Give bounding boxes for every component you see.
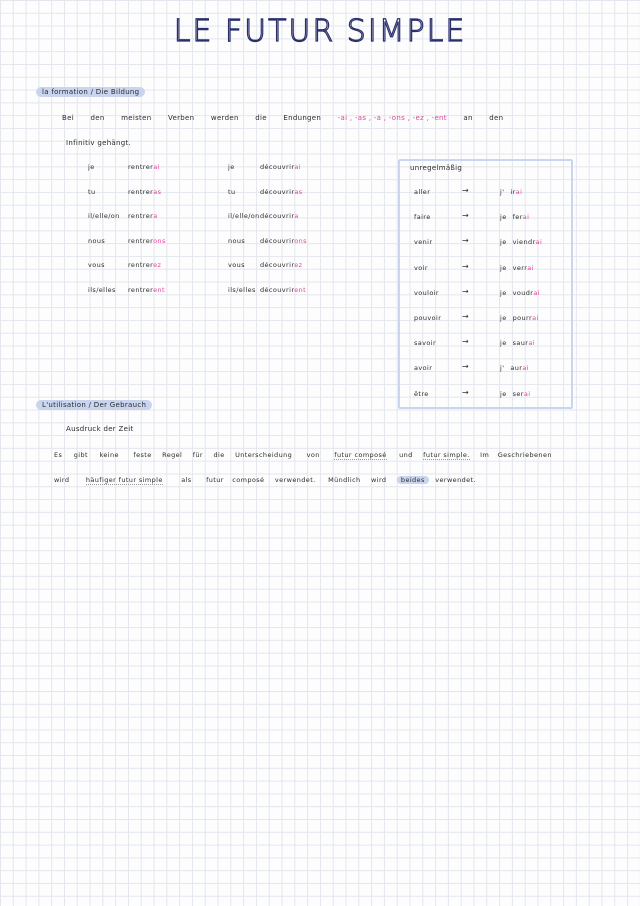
decouvrir-pronoun: nous — [228, 236, 246, 245]
beides-highlight: beides — [397, 476, 429, 484]
decouvrir-pronoun: tu — [228, 187, 236, 196]
verb-ending: as — [153, 187, 162, 196]
irregular-ending: ai — [528, 339, 535, 348]
verb-stem: rentrer — [128, 187, 154, 196]
arrow-icon: → — [462, 312, 469, 321]
irregular-stem: voudr — [512, 288, 534, 297]
irregular-future — [500, 188, 522, 196]
irregular-heading: unregelmäßig — [410, 164, 463, 172]
verb-stem: découvrir — [260, 187, 295, 196]
irregular-pronoun: j' — [500, 364, 505, 373]
section-heading-utilisation: L'utilisation / Der Gebrauch — [36, 401, 152, 409]
irregular-future — [500, 238, 542, 246]
verb-ending: ai — [294, 163, 301, 171]
decouvrir-pronoun: il/elle/on — [228, 212, 260, 220]
decouvrir-verb — [260, 212, 299, 220]
irregular-ending: ai — [515, 188, 523, 196]
rentrer-verb — [128, 212, 158, 220]
irregular-infinitive: aller — [414, 188, 431, 196]
rentrer-verb — [128, 163, 160, 171]
irregular-ending: ai — [523, 389, 531, 398]
arrow-icon: → — [462, 186, 469, 195]
arrow-icon: → — [462, 211, 469, 221]
irregular-infinitive: être — [414, 389, 429, 398]
verb-ending: ent — [294, 285, 307, 294]
irregular-pronoun: je — [500, 263, 507, 272]
verb-ending: ons — [153, 236, 166, 245]
irregular-future — [500, 390, 530, 398]
decouvrir-verb — [260, 163, 301, 171]
page-title: LE FUTUR SIMPLE — [173, 14, 467, 49]
irregular-ending: ai — [533, 288, 540, 297]
verb-stem: découvrir — [260, 261, 295, 269]
irregular-pronoun: je — [500, 314, 507, 322]
section2-subheading: Ausdruck der Zeit — [66, 425, 134, 433]
irregular-ending: ai — [532, 314, 539, 322]
irregular-stem: verr — [512, 263, 528, 272]
rentrer-pronoun: tu — [88, 187, 96, 196]
arrow-icon: → — [462, 261, 469, 271]
decouvrir-pronoun: vous — [228, 261, 245, 269]
irregular-future — [500, 364, 529, 372]
irregular-pronoun: je — [500, 389, 507, 398]
section-heading-formation: la formation / Die Bildung — [36, 88, 145, 96]
irregular-infinitive: venir — [414, 238, 433, 247]
rentrer-verb — [128, 237, 166, 245]
verb-stem: rentrer — [128, 236, 154, 245]
verb-stem: découvrir — [260, 236, 295, 245]
rentrer-verb — [128, 261, 161, 269]
verb-stem: rentrer — [128, 285, 154, 294]
verb-ending: a — [294, 212, 299, 220]
intro-line-2: Infinitiv gehängt. — [66, 139, 132, 147]
rentrer-pronoun: nous — [88, 236, 106, 245]
irregular-infinitive: savoir — [414, 339, 437, 348]
irregular-pronoun: je — [500, 238, 507, 247]
irregular-stem: ser — [512, 389, 524, 398]
decouvrir-verb — [260, 261, 302, 269]
irregular-future — [500, 314, 539, 322]
irregular-pronoun: je — [500, 213, 507, 222]
rentrer-pronoun: je — [88, 163, 95, 171]
verb-ending: ez — [294, 261, 303, 269]
verb-ending: ent — [153, 285, 165, 294]
irregular-infinitive: voir — [414, 263, 428, 272]
irregular-pronoun: j' — [500, 188, 505, 196]
usage-line-2: wird häufiger futur simple als futur composé verwendet. Mündlich wird beides verwendet. — [54, 476, 476, 484]
intro-line-1: Bei den meisten Verben werden die Endungen -ai , -as , -a , -ons , -ez , -ent an den — [62, 114, 504, 122]
irregular-future — [500, 339, 535, 347]
irregular-stem: pourr — [512, 314, 533, 322]
endings: -ai , -as , -a , -ons , -ez , -ent — [337, 114, 447, 122]
rentrer-pronoun: il/elle/on — [88, 212, 120, 220]
decouvrir-pronoun: ils/elles — [228, 285, 256, 294]
irregular-ending: ai — [527, 263, 534, 272]
arrow-icon: → — [462, 337, 469, 347]
verb-stem: rentrer — [128, 261, 154, 269]
rentrer-pronoun: vous — [88, 261, 105, 269]
verb-ending: ai — [153, 163, 160, 171]
rentrer-verb — [128, 286, 165, 294]
irregular-infinitive: vouloir — [414, 288, 440, 297]
irregular-future — [500, 289, 540, 297]
verb-stem: rentrer — [128, 163, 154, 171]
decouvrir-verb — [260, 286, 306, 294]
verb-stem: rentrer — [128, 212, 154, 220]
irregular-pronoun: je — [500, 339, 507, 348]
irregular-stem: ir — [510, 188, 516, 196]
rentrer-verb — [128, 188, 161, 196]
arrow-icon: → — [462, 286, 469, 296]
irregular-stem: fer — [512, 213, 523, 222]
irregular-infinitive: avoir — [414, 364, 433, 373]
rentrer-pronoun: ils/elles — [88, 285, 116, 294]
verb-ending: ez — [153, 261, 162, 269]
decouvrir-verb — [260, 237, 307, 245]
irregular-stem: aur — [510, 364, 523, 373]
irregular-ending: ai — [522, 364, 529, 373]
arrow-icon: → — [462, 362, 469, 372]
irregular-infinitive: pouvoir — [414, 314, 442, 322]
verb-stem: découvrir — [260, 163, 295, 171]
irregular-ending: ai — [522, 213, 530, 222]
arrow-icon: → — [462, 387, 469, 397]
decouvrir-verb — [260, 188, 303, 196]
verb-stem: découvrir — [260, 212, 295, 220]
decouvrir-pronoun: je — [228, 163, 235, 171]
irregular-pronoun: je — [500, 288, 507, 297]
verb-stem: découvrir — [260, 285, 295, 294]
verb-ending: ons — [294, 236, 307, 245]
irregular-future — [500, 213, 529, 221]
usage-line-1: Es gibt keine feste Regel für die Unterscheidung von futur composé und futur simple. Im Geschriebenen — [54, 451, 552, 459]
verb-ending: a — [153, 212, 158, 220]
irregular-ending: ai — [535, 238, 543, 247]
irregular-infinitive: faire — [414, 213, 431, 222]
verb-ending: as — [294, 187, 303, 196]
irregular-stem: saur — [512, 339, 529, 348]
irregular-stem: viendr — [512, 238, 536, 247]
arrow-icon: → — [462, 236, 469, 246]
irregular-future — [500, 264, 534, 272]
